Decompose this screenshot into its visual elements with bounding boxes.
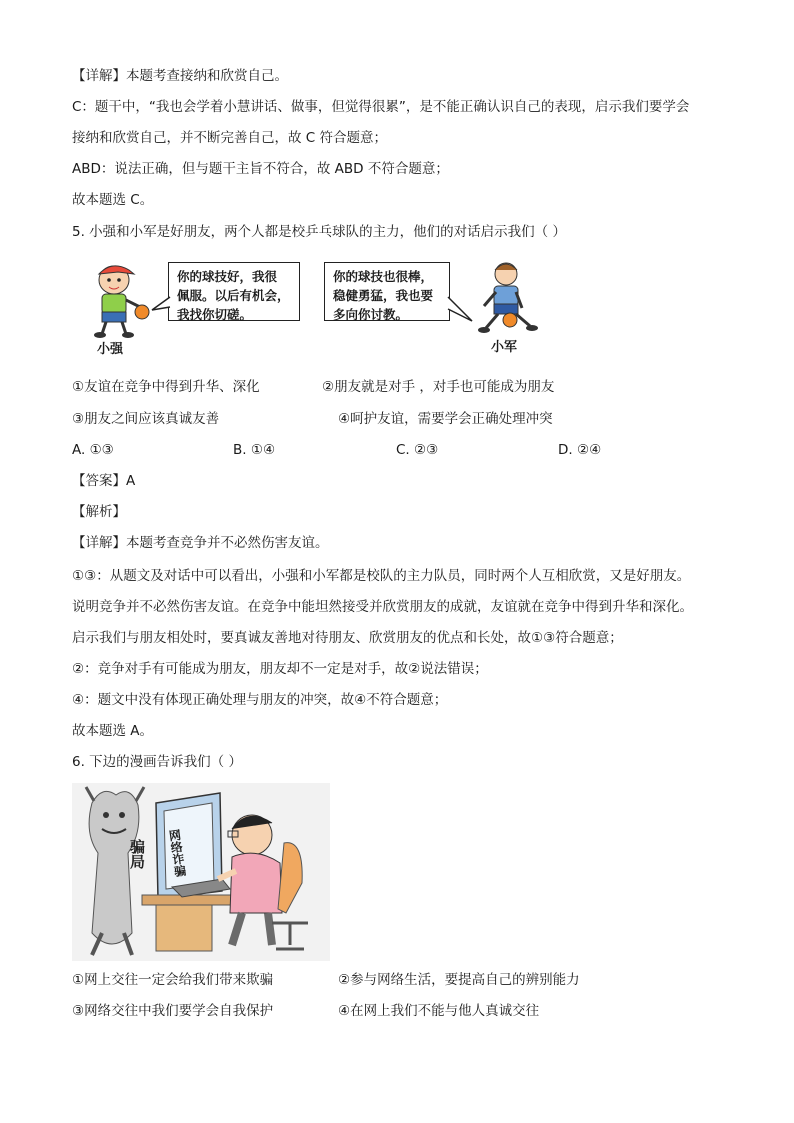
q4-abd-explanation: ABD：说法正确，但与题干主旨不符合，故 ABD 不符合题意； xyxy=(72,161,449,177)
q5-explanation-13-line3: 启示我们与朋友相处时，要真诚友善地对待朋友、欣赏朋友的优点和长处，故①③符合题意； xyxy=(72,630,623,646)
q5-explanation-13-line2: 说明竞争并不必然伤害友谊。在竞争中能坦然接受并欣赏朋友的成就，友谊就在竞争中得到升华和深化。 xyxy=(72,599,693,615)
q5-stem: 5. 小强和小军是好朋友，两个人都是校乒乓球队的主力，他们的对话启示我们（ ） xyxy=(72,224,566,240)
q5-answer: 【答案】A xyxy=(72,473,136,489)
boy-xiaojun-illustration xyxy=(470,258,542,338)
q5-explanation-2: ②：竞争对手有可能成为朋友，朋友却不一定是对手，故②说法错误； xyxy=(72,661,488,677)
q5-analysis-heading: 【解析】 xyxy=(72,504,126,520)
q5-option-1: ①友谊在竞争中得到升华、深化 xyxy=(72,379,260,395)
speech-bubble-tails xyxy=(150,285,480,325)
cartoon-panel xyxy=(72,783,330,961)
q5-conclusion: 故本题选 A。 xyxy=(72,723,154,739)
q5-explanation-13-line1: ①③：从题文及对话中可以看出，小强和小军都是校队的主力队员，同时两个人互相欣赏，又是好朋友。 xyxy=(72,568,691,584)
q4-c-explanation-line2: 接纳和欣赏自己，并不断完善自己，故 C 符合题意； xyxy=(72,130,388,146)
speech-bubble-xiaojun: 你的球技也很棒， 稳健勇猛，我也要 多向你讨教。 xyxy=(324,262,450,321)
screen-label-fraud: 网络诈骗 xyxy=(166,828,188,878)
q6-stem: 6. 下边的漫画告诉我们（ ） xyxy=(72,754,242,770)
q6-option-4: ④在网上我们不能与他人真诚交往 xyxy=(338,1003,540,1019)
q6-option-2: ②参与网络生活，要提高自己的辨别能力 xyxy=(338,972,580,988)
name-xiaoqiang: 小强 xyxy=(97,342,124,357)
q5-explanation-4: ④：题文中没有体现正确处理与朋友的冲突，故④不符合题意； xyxy=(72,692,448,708)
q5-choice-d: D. ②④ xyxy=(558,442,602,458)
q5-option-4: ④呵护友谊，需要学会正确处理冲突 xyxy=(338,411,553,427)
boy-xiaoqiang-illustration xyxy=(82,258,154,338)
name-xiaojun: 小军 xyxy=(491,340,518,355)
q6-option-1: ①网上交往一定会给我们带来欺骗 xyxy=(72,972,274,988)
q6-option-3: ③网络交往中我们要学会自我保护 xyxy=(72,1003,274,1019)
q4-conclusion: 故本题选 C。 xyxy=(72,192,154,208)
devil-label-scam: 骗局 xyxy=(128,839,146,869)
online-fraud-cartoon xyxy=(72,783,330,961)
q5-detail: 【详解】本题考查竞争并不必然伤害友谊。 xyxy=(72,535,329,551)
speech-bubble-xiaoqiang: 你的球技好，我很 佩服。以后有机会， 我找你切磋。 xyxy=(168,262,300,321)
q5-option-2: ②朋友就是对手 ，对手也可能成为朋友 xyxy=(322,379,555,395)
q4-detail: 【详解】本题考查接纳和欣赏自己。 xyxy=(72,68,288,84)
q5-choice-a: A. ①③ xyxy=(72,442,114,458)
q5-choice-b: B. ①④ xyxy=(233,442,276,458)
q5-choice-c: C. ②③ xyxy=(396,442,439,458)
q4-c-explanation-line1: C：题干中，“我也会学着小慧讲话、做事，但觉得很累”，是不能正确认识自己的表现，启示我们要学会 xyxy=(72,99,690,115)
q5-option-3: ③朋友之间应该真诚友善 xyxy=(72,411,220,427)
